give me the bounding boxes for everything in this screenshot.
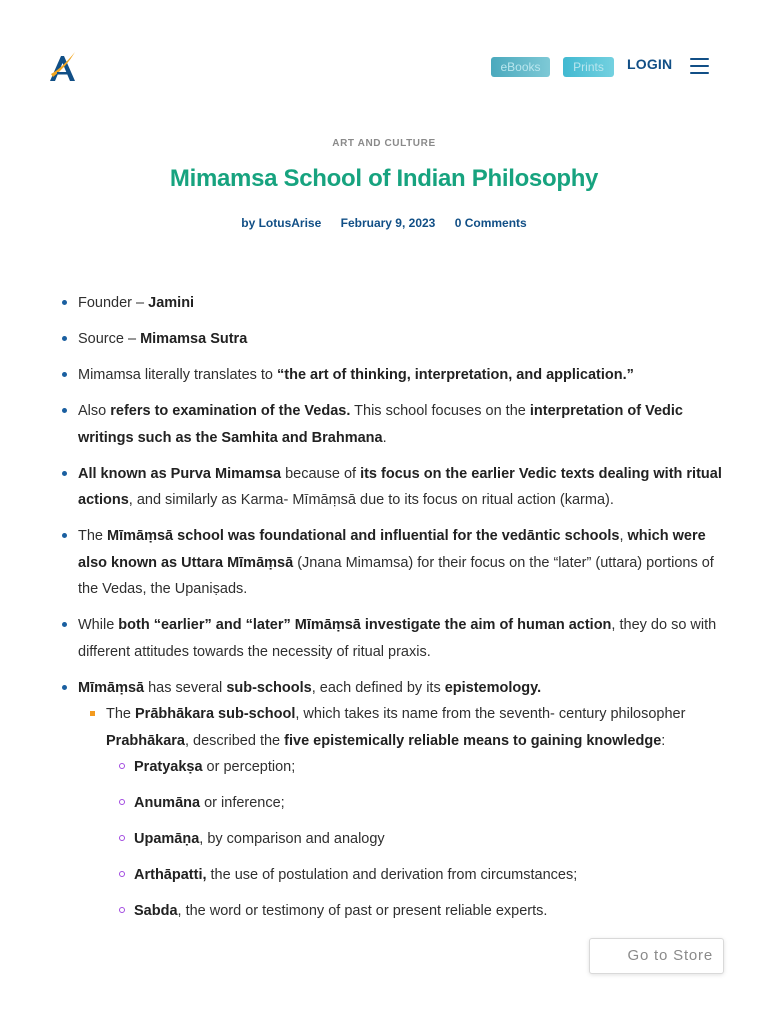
list-item: The Prābhākara sub-school, which takes its name from the seventh- century philosopher Prabhākara, described the five epistemically reliable means to gaining knowledge: Pratyakṣa or perception; Anumāna or inference; Upamāṇa, by comparison and analogy Arthāpatti, the use of postulation and derivation from circumstances; Sabda, the word or testimony of past or present reliable experts. <box>78 701 727 925</box>
author-link[interactable]: by LotusArise <box>241 216 322 230</box>
list-item: While both “earlier” and “later” Mīmāṃsā investigate the aim of human action, they do so with different attitudes towards the necessity of ritual praxis. <box>62 612 727 665</box>
date-link[interactable]: February 9, 2023 <box>340 216 436 230</box>
login-link[interactable]: LOGIN <box>627 56 673 72</box>
page-title: Mimamsa School of Indian Philosophy <box>169 165 599 192</box>
article-category[interactable]: ART AND CULTURE <box>332 138 436 149</box>
list-item: Also refers to examination of the Vedas. This school focuses on the interpretation of Vedic writings such as the Samhita and Brahmana. <box>62 398 727 451</box>
go-to-store-button[interactable]: Go to Store <box>589 938 724 974</box>
list-item: Arthāpatti, the use of postulation and derivation from circumstances; <box>106 862 727 889</box>
prints-button[interactable]: Prints <box>563 57 614 77</box>
list-item: Anumāna or inference; <box>106 790 727 817</box>
list-item: Upamāṇa, by comparison and analogy <box>106 826 727 853</box>
site-header <box>0 0 768 110</box>
sub-list <box>78 701 727 925</box>
list-item: Mimamsa literally translates to “the art of thinking, interpretation, and application.” <box>62 362 727 389</box>
hamburger-menu-icon[interactable] <box>690 58 709 74</box>
list-item: The Mīmāṃsā school was foundational and influential for the vedāntic schools, which were also known as Uttara Mīmāṃsā (Jnana Mimamsa) for their focus on the “later” (uttara) portions of the Vedas, the Upaniṣads. <box>62 523 727 603</box>
article-content <box>62 290 727 934</box>
list-item: Founder – Jamini <box>62 290 727 317</box>
list-item: All known as Purva Mimamsa because of its focus on the earlier Vedic texts dealing with ritual actions, and similarly as Karma- Mīmāṃsā due to its focus on ritual action (karma). <box>62 461 727 514</box>
ebooks-button[interactable]: eBooks <box>491 57 550 77</box>
list-item: Pratyakṣa or perception; <box>106 754 727 781</box>
lotusarise-logo-icon[interactable] <box>48 50 78 82</box>
means-list <box>106 754 727 925</box>
list-item: Sabda, the word or testimony of past or present reliable experts. <box>106 898 727 925</box>
bullet-list <box>62 290 727 925</box>
list-item: Source – Mimamsa Sutra <box>62 326 727 353</box>
article-meta <box>0 216 768 230</box>
list-item: Mīmāṃsā has several sub-schools, each defined by its epistemology. The Prābhākara sub-school, which takes its name from the seventh- century philosopher Prabhākara, described the five epistemically reliable means to gaining knowledge: Pratyakṣa or perception; Anumāna or inference; Upamāṇa, by comparison and analogy Arthāpatti, the use of postulation and derivation from circumstances; Sabda, the word or testimony of past or present reliable experts. <box>62 675 727 925</box>
comments-link[interactable]: 0 Comments <box>454 216 527 230</box>
